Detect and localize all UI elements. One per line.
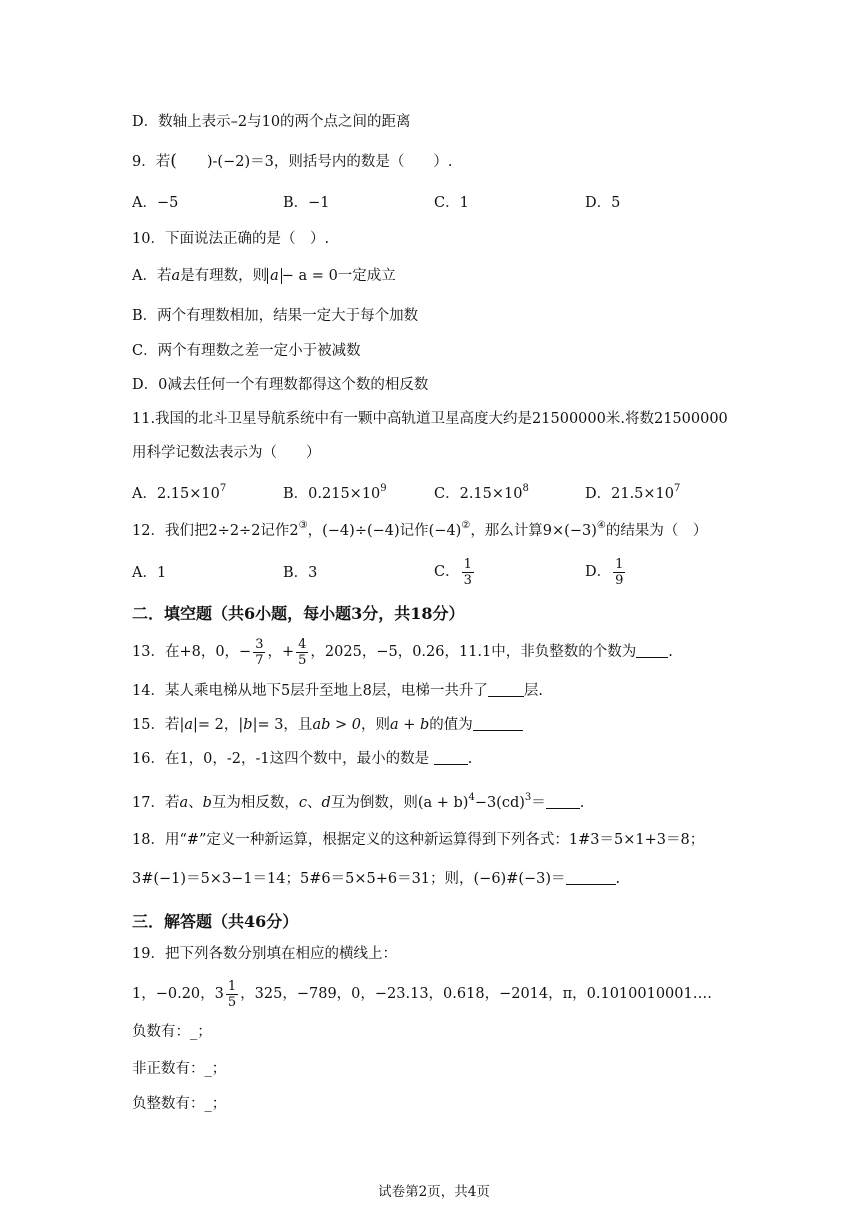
q9-option-c: C．1 (434, 195, 469, 211)
q9-suffix: ，则括号内的数是（ ）. (273, 154, 453, 170)
q12-c-fraction: $\frac{1}{3}$ (463, 556, 472, 588)
q9-stem (132, 151, 452, 172)
q17-stem: 17．若a、b互为相反数，c、d互为倒数，则$(a + b)^4-3(cd)^3=$ . (132, 792, 585, 811)
q9-option-a: A．−5 (132, 195, 179, 211)
page-footer: 试卷第2页，共4页 (378, 1184, 490, 1200)
q11-option-c: C．$2.15\times 10^8$ (434, 483, 529, 502)
q19-non-positive-numbers: 非正数有：_； (132, 1061, 227, 1077)
section-answer-title: 三．解答题（共46分） (132, 912, 299, 931)
q10-a-pre: A．若 (132, 268, 172, 284)
q9-equation: )-(−2)＝3 (206, 154, 274, 170)
q16-answer-blank[interactable] (434, 750, 468, 765)
q12-d-fraction: $\frac{1}{9}$ (615, 556, 624, 588)
q12-option-c: C． $\frac{1}{3}$ (434, 556, 472, 588)
q10-option-b: B．两个有理数相加，结果一定大于每个加数 (132, 308, 419, 324)
q15-stem: 15．若|a|= 2，|b|= 3，且ab > 0，则a + b的值为 (132, 715, 523, 735)
q9-prefix: 9．若 (132, 154, 171, 170)
q10-option-d: D．0减去任何一个有理数都得这个数的相反数 (132, 377, 429, 393)
q13-fraction-2: $\frac{4}{5}$ (298, 636, 307, 668)
q19-negative-integers: 负整数有：_； (132, 1096, 227, 1112)
q12-option-d: D． $\frac{1}{9}$ (585, 556, 624, 588)
q14-answer-blank[interactable] (488, 682, 524, 697)
q19-stem: 19．把下列各数分别填在相应的横线上： (132, 946, 397, 962)
q10-option-a (132, 266, 396, 286)
q9-paren-open: ( (170, 151, 177, 171)
q10-a-abs: a (267, 268, 282, 284)
q19-numbers: 1，−0.20，3 $\frac{1}{5}$ ，325，−789，0，−23.13，0.618，−2014，π，0.1010010001…. (132, 978, 712, 1010)
q17-answer-blank[interactable] (546, 794, 580, 809)
q18-stem-line1: 18．用“#”定义一种新运算，根据定义的这种新运算得到下列各式：1#3＝5×1+3＝8； (132, 832, 705, 848)
q11-option-b: B．$0.215\times 10^9$ (283, 483, 387, 502)
q10-stem: 10．下面说法正确的是（ ）. (132, 231, 330, 247)
q9-option-d: D．5 (585, 195, 621, 211)
q18-answer-blank[interactable] (566, 870, 616, 885)
q11-option-a: A．$2.15\times 10^7$ (132, 483, 227, 502)
q11-option-d: D．$21.5\times 10^7$ (585, 483, 681, 502)
q10-a-eq: − a = 0 (281, 268, 338, 284)
q16-stem: 16．在1，0，-2，-1这四个数中，最小的数是 . (132, 751, 473, 767)
section-fill-blank-title: 二．填空题（共6小题，每小题3分，共18分） (132, 604, 465, 623)
q13-stem: 13．在+8，0，− $\frac{3}{7}$ ，+ $\frac{4}{5}$ ，2025，−5，0.26，11.1中，非负整数的个数为 . (132, 636, 673, 668)
q12-option-b: B．3 (283, 565, 318, 581)
q19-negative-numbers: 负数有：_； (132, 1024, 212, 1040)
q12-stem: 12．我们把2÷2÷2记作2③，(−4)÷(−4)记作(−4)②，那么计算9×(−3)④的结果为（ ） (132, 520, 708, 539)
q8-option-d: D．数轴上表示–2与10的两个点之间的距离 (132, 114, 411, 130)
q10-a-post: 一定成立 (337, 268, 396, 284)
q11-stem-line2: 用科学记数法表示为（ ） (132, 445, 321, 461)
q9-option-b: B．−1 (283, 195, 330, 211)
q11-stem-line1: 11.我国的北斗卫星导航系统中有一颗中高轨道卫星高度大约是21500000米.将数21500000 (132, 411, 728, 427)
q19-mixed-fraction: $\frac{1}{5}$ (227, 978, 237, 1010)
q12-option-a: A．1 (132, 565, 167, 581)
q10-option-c: C．两个有理数之差一定小于被减数 (132, 343, 361, 359)
q10-a-mid: 是有理数，则 (180, 268, 268, 284)
q18-stem-line2: 3#(−1)＝5×3−1＝14；5#6＝5×5+6＝31；则，(−6)#(−3)＝ . (132, 871, 621, 887)
q14-stem: 14．某人乘电梯从地下5层升至地上8层，电梯一共升了 层. (132, 683, 544, 699)
q13-answer-blank[interactable] (636, 643, 668, 658)
q13-fraction-1: $\frac{3}{7}$ (255, 636, 264, 668)
q10-a-var: a (171, 268, 181, 284)
q15-answer-blank[interactable] (473, 716, 523, 731)
